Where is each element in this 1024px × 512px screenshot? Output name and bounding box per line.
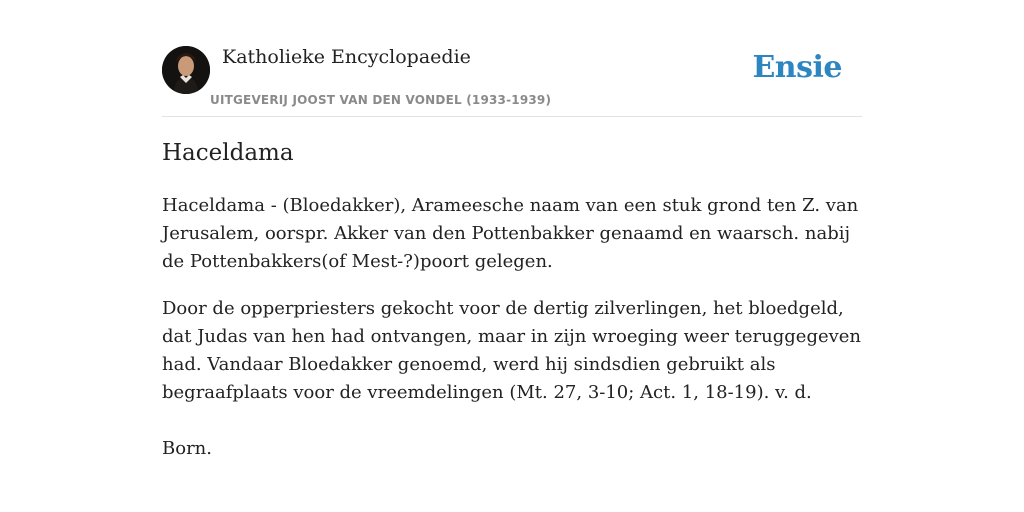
publication-title[interactable]: Katholieke Encyclopaedie (222, 46, 471, 68)
article-author: Born. (162, 438, 212, 459)
publication-subtitle: UITGEVERIJ JOOST VAN DEN VONDEL (1933-1939) (210, 93, 552, 107)
article-paragraph: Haceldama - (Bloedakker), Arameesche naam van een stuk grond ten Z. van Jerusalem, oorspr. Akker van den Pottenbakker genaamd en waarsch. nabij de Pottenbakkers(of Mest-?)poort gelegen. (162, 195, 859, 272)
portrait-icon (162, 46, 210, 94)
article-paragraph: Door de opperpriesters gekocht voor de dertig zilverlingen, het bloedgeld, dat Judas van hen had ontvangen, maar in zijn wroeging weer teruggegeven had. Vandaar Bloedakker genoemd, werd hij sindsdien gebruikt als begraafplaats voor de vreemdelingen (Mt. 27, 3-10; Act. 1, 18-19). v. d. (162, 298, 862, 403)
article-body (162, 192, 862, 426)
article-title: Haceldama (162, 140, 294, 166)
publication-avatar[interactable] (162, 46, 210, 94)
publication-header (162, 40, 862, 117)
brand-logo[interactable]: Ensie (752, 50, 842, 85)
